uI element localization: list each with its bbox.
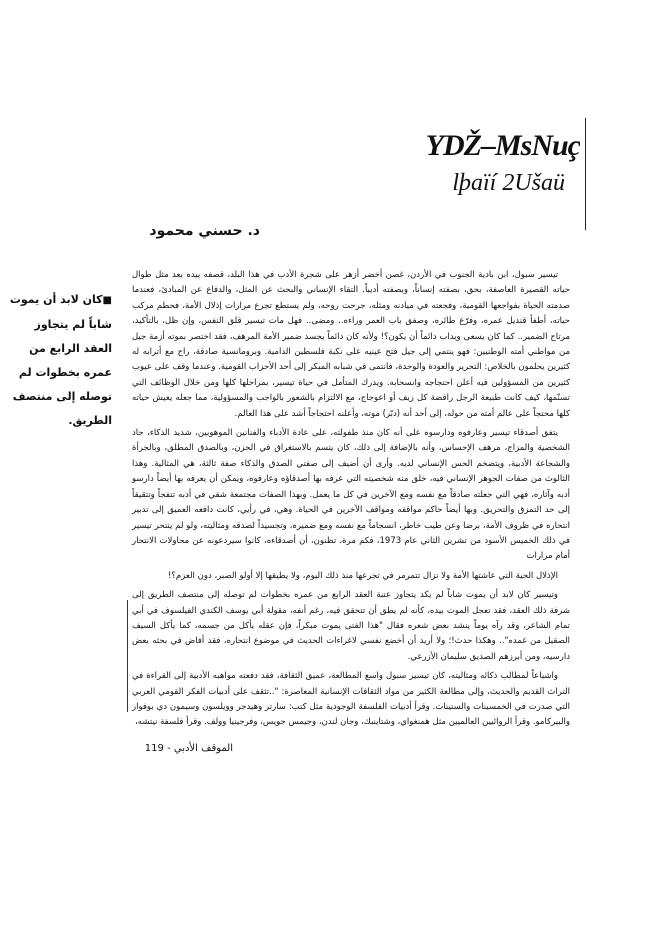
body-paragraph: وتيسير كان لابد أن يموت شاباً لم يكد يتجاوز عتبة العقد الرابع من عمره بخطوات لم توصله إلى منتصف الطريق إلى شرفة ذلك العقد، فقد تعجل الموت بيده، كأنه لم يطق أن تتحقق فيه، رغم أنفه، مقولة أبي يوسف الكندي الفيلسوف في أبي تمام الشاعر، وقد رآه يوماً ينشد بعض شعره فقال "هذا الفتى يموت مبكراً، فإن عقله يأكل من جسمه، كما يأكل السيف الصقيل من غمده".. وهكذا حدث!؛ ولا أريد أن أخضع نفسي لاغراءات الحديث في موضوع انتحاره، فقد أفاض في بحثه بعض دارسيه، ومن أبرزهم الصديق سليمان الأزرعي. [132, 590, 570, 662]
title-rule [585, 118, 586, 230]
square-bullet-icon: ■ [102, 295, 112, 306]
article-title: YDŽ–MsNuç [425, 129, 580, 162]
column-rule [127, 600, 128, 712]
author-name: د. حسني محمود [149, 223, 260, 239]
page-footer: الموقف الأدبي - 119 [144, 743, 233, 754]
pull-quote [4, 288, 112, 433]
body-paragraph: يتفق أصدقاء تيسير وعارفوه ودارسوه على أنه كان منذ طفولته، على عادة الأدباء والفنانين الموهوبين، شديد الذكاء، حاد الشخصية والمزاج، مرهف الإحساس، وأنه بالإضافة إلى ذلك، كان يتسم بالاستغراق في الحزن، وبالصدق المطلق، وبالجرأة والشجاعة الأدبية، ويتضخم الحس الإنساني لديه. وأرى أن أضيف إلى صفتي الصدق والذكاء صفة ثالثة، هي المثالية. وهذا الثالوث من صفات الجوهر الإنساني فيه، خلق منه شخصيته التي عرفه بها أصدقاؤه وعارفوه، ويمكن أن يعرفه بها أيضاً دارسو أدبه وآثاره، فهي التي جعلته صادقاً مع نفسه ومع الآخرين في كل ما يعمل. وبهذا الصفات مجتمعة شقي في أدبه تتفجاً وتتقيقاً إلى حد التمزق والتحريق. وبها أيضاً حاكم مواقفه ومواقف الآخرين في الحياة. وهي، في رأيي، كانت دافعه العميق إلى تدبير انتحاره في ظروف الأمة، برضا وعن طيب خاطر، انسجاماً مع نفسه ومع ضميره، وتجسيداً لصدقه ومثاليته، ولو لم ينتحر تيسير في ذلك الخميس الأسود من تشرين الثاني عام 1973، فكم مرة، تظنون، أن أصدقاءه، كانوا سيردعونه عن محاولات الانتحار أمام مرارات [132, 428, 570, 562]
body-paragraph: واشباعاً لمطالب ذكائه ومثاليته، كان تيسير سبول واسع المطالعة، عميق الثقافة، فقد دفعته مواهبه الأدبية إلى القراءة في التراث القديم والحديث، وإلى مطالعة الكثير من مواد الثقافات الإنسانية المعاصرة: "..تثقف على أدبيات الفكر القومي العربي التي صدرت في الخمسينات والستينات. وقرأ أدبيات الفلسفة الوجودية مثل كتب: سارتر وهيدجر وويلسون وسيمون دي بوفوار والبيركامو. وقرأ الروائيين العالميين مثل همنغواي، وشتاينبك، وجان لندن، وجيمس جويس، وفرجينيا وولف. وقرأ فلسفة نيتشه، [132, 671, 570, 728]
article-body [132, 268, 570, 735]
pull-quote-text: كان لابد أن يموت شاباً لم يتجاوز العقد الرابع من عمره بخطوات لم توصله إلى منتصف الطريق. [9, 293, 112, 427]
body-paragraph: الإذلال الحية التي عاشتها الأمة ولا تزال تتمرمر في تجرعها منذ ذلك اليوم، ولا يطيقها إلا أولو الصبر، دون العزم؟! [167, 570, 558, 581]
body-paragraph: تيسير سبول، ابن بادية الجنوب في الأردن، غصن أخضر أزهر على شجرة الأدب في هذا البلد، قصفه بيده بعد مثل طوال حياته القصيرة العاصفة، بحق، بصفته إنساناً، وبصفته أديباً. التقاء الإنساني والبحث عن المثل، والدفاع عن المبادئ، فعندما صدمته الحياة بفواجعها القومية، وفجعته في ميادنه ومثله، جرحت روحه، ولم يستطع تجرع مرارات إذلال الأمة، فحطم مركب حياته، أطفأ قنديل عمره، وفرّغ طائره، وصفق باب العمر وراءه.. ومضى.. فهل مات تيسير قلق النفس، وإن ظل، بالتأكيد، مرتاح الضمير.. كما كان يسعى ويداب دائماً أن يكون؟! ولأنه كان دائماً يجسد ضمير الأمة المرهف، فقد اختصر بموته أزمة جيل من مواطني أمته الوطنيين: فهو ينتمي إلى جيل فتح عينيه على نكبة فلسطين الدامية. وبرومانسية صادقة، راح مع أترابه له كثيرين يحلمون بالخلاص: التحرير والعودة والوحدة، فانتمى في شبابه المبكر إلى أحد الأحزاب القومية. وعندما وقف على عيوب كثيرين من المسؤولين فيه أعلن احتجاجه وانسحابه. ويدرك المتأمل في حياة تيسير، بمراحلها كلها ومن خلال الوظائف التي تسنّمها، كيف كانت طبيعة الرجل رافضة كل زيف أو اعوجاج، مع الالتزام بالشعور بالواجب والمسؤولية، مما جعله يعيش حياته كلها محتجاً على عالم أمته من حوله، إلى أحد أنه (دبّر) موته، وأعلنه احتجاجاً أشد على هذا العالم. [132, 270, 570, 419]
article-subtitle: lþaïí 2Ušaü [452, 170, 565, 196]
